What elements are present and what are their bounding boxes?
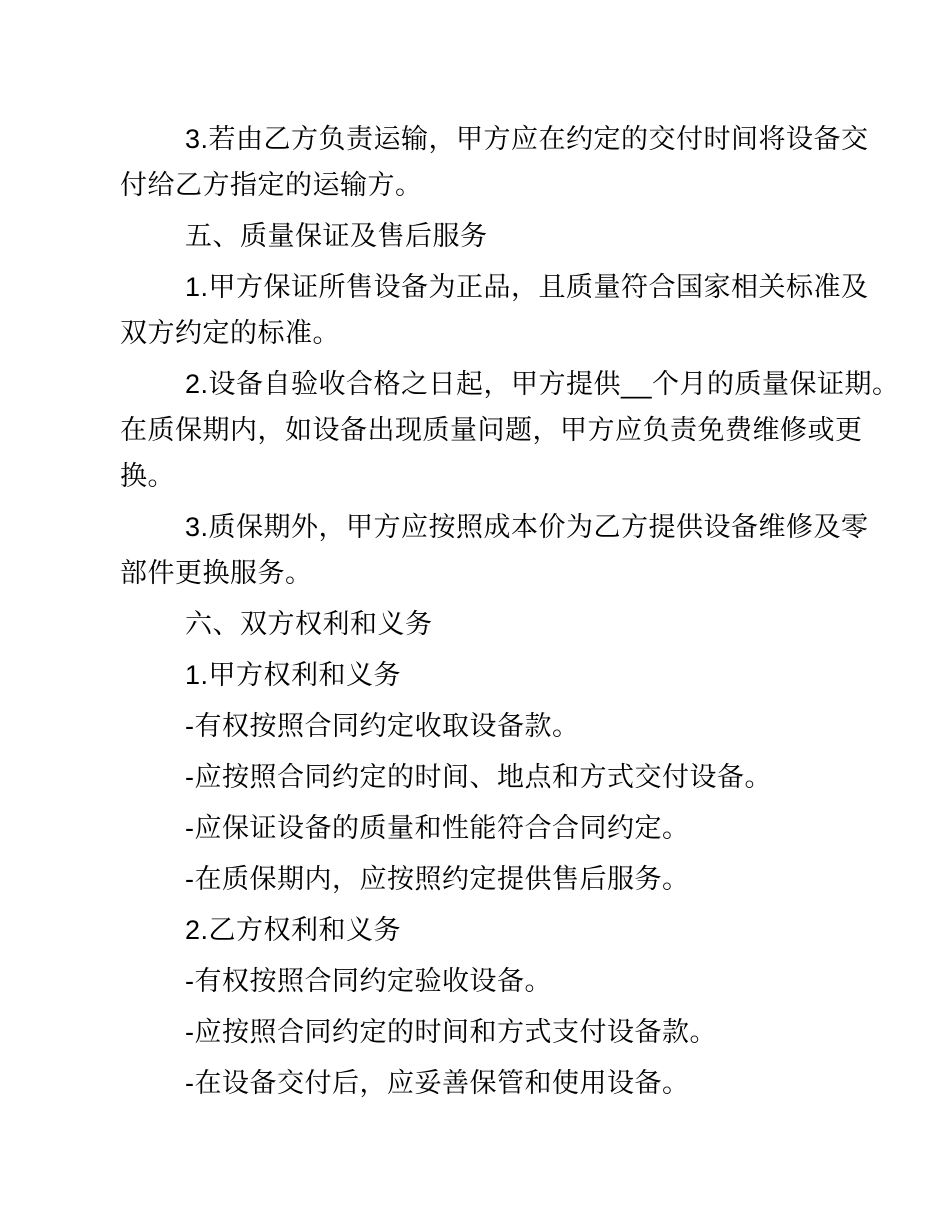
clause-continuation-line: 换。 xyxy=(120,461,175,491)
clause-continuation-line: 部件更换服务。 xyxy=(120,558,313,588)
clause-line: 3.若由乙方负责运输，甲方应在约定的交付时间将设备交 xyxy=(185,124,869,154)
clause-line: 2.乙方权利和义务 xyxy=(185,915,402,945)
clause-line: 2.设备自验收合格之日起，甲方提供__个月的质量保证期。 xyxy=(185,369,900,399)
clause-line: 1.甲方保证所售设备为正品，且质量符合国家相关标准及 xyxy=(185,272,869,302)
list-item-line: -在质保期内，应按照约定提供售后服务。 xyxy=(185,864,690,894)
section-heading: 六、双方权利和义务 xyxy=(185,609,433,639)
list-item-line: -在设备交付后，应妥善保管和使用设备。 xyxy=(185,1068,690,1098)
list-item-line: -有权按照合同约定验收设备。 xyxy=(185,966,552,996)
list-item-line: -应保证设备的质量和性能符合合同约定。 xyxy=(185,813,690,843)
section-heading: 五、质量保证及售后服务 xyxy=(185,221,488,251)
list-item-line: -有权按照合同约定收取设备款。 xyxy=(185,711,580,741)
clause-continuation-line: 双方约定的标准。 xyxy=(120,318,340,348)
clause-continuation-line: 付给乙方指定的运输方。 xyxy=(120,170,423,200)
clause-continuation-line: 在质保期内，如设备出现质量问题，甲方应负责免费维修或更 xyxy=(120,415,863,445)
clause-line: 3.质保期外，甲方应按照成本价为乙方提供设备维修及零 xyxy=(185,512,869,542)
list-item-line: -应按照合同约定的时间、地点和方式交付设备。 xyxy=(185,762,772,792)
clause-line: 1.甲方权利和义务 xyxy=(185,660,402,690)
list-item-line: -应按照合同约定的时间和方式支付设备款。 xyxy=(185,1017,717,1047)
